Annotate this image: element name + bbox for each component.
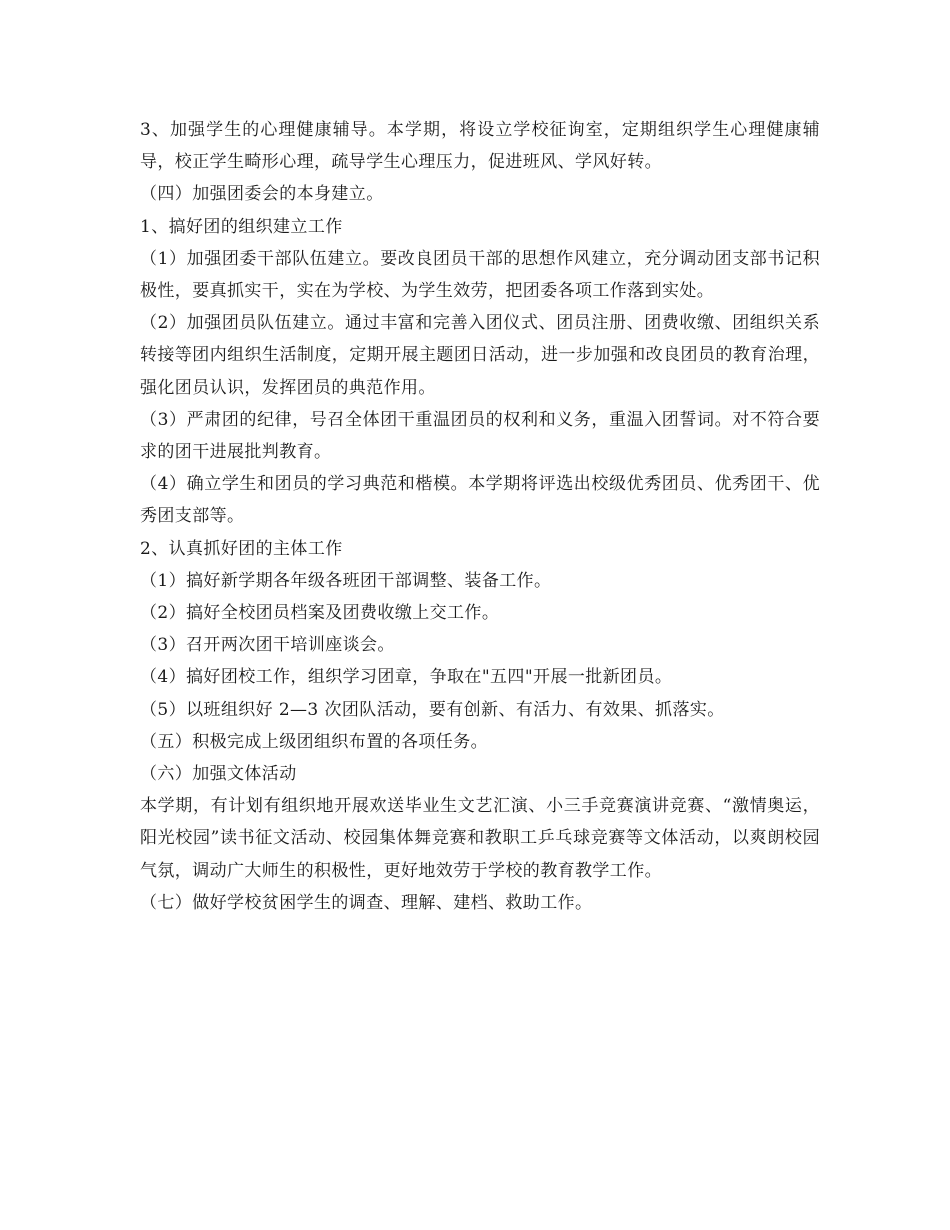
paragraph-item-1-1: （1）加强团委干部队伍建立。要改良团员干部的思想作风建立，充分调动团支部书记积极性，要真抓实干，实在为学校、为学生效劳，把团委各项工作落到实处。 [140, 248, 820, 302]
paragraph-cultural-activities: 本学期，有计划有组织地开展欢送毕业生文艺汇演、小三手竞赛演讲竞赛、“激情奥运，阳光校园”读书征文活动、校园集体舞竞赛和教职工乒乓球竞赛等文体活动，以爽朗校园气氛，调动广大师生的积极性，更好地效劳于学校的教育教学工作。 [140, 796, 820, 881]
paragraph-item-2-1: （1）搞好新学期各年级各班团干部调整、装备工作。 [140, 570, 552, 591]
paragraph-item-2-5: （5）以班组织好 2—3 次团队活动，要有创新、有活力、有效果、抓落实。 [140, 699, 725, 720]
subheading-organization: 1、搞好团的组织建立工作 [140, 216, 343, 237]
subheading-main-work: 2、认真抓好团的主体工作 [140, 538, 343, 559]
paragraph-mental-health: 3、加强学生的心理健康辅导。本学期，将设立学校征询室，定期组织学生心理健康辅导，校正学生畸形心理，疏导学生心理压力，促进班风、学风好转。 [140, 120, 820, 173]
paragraph-item-1-2: （2）加强团员队伍建立。通过丰富和完善入团仪式、团员注册、团费收缴、团组织关系转接等团内组织生活制度，定期开展主题团日活动，进一步加强和改良团员的教育治理，强化团员认识，发挥团员的典范作用。 [140, 313, 820, 398]
paragraph-item-1-3: （3）严肃团的纪律，号召全体团干重温团员的权利和义务，重温入团誓词。对不符合要求的团干进展批判教育。 [140, 409, 820, 463]
paragraph-item-2-2: （2）搞好全校团员档案及团费收缴上交工作。 [140, 603, 500, 624]
paragraph-item-2-3: （3）召开两次团干培训座谈会。 [140, 635, 395, 656]
paragraph-item-2-4: （4）搞好团校工作，组织学习团章，争取在"五四"开展一批新团员。 [140, 667, 673, 688]
section-heading-5: （五）积极完成上级团组织布置的各项任务。 [140, 731, 488, 752]
section-heading-6: （六）加强文体活动 [140, 764, 297, 785]
document-body [140, 114, 820, 919]
paragraph-item-1-4: （4）确立学生和团员的学习典范和楷模。本学期将评选出校级优秀团员、优秀团干、优秀团支部等。 [140, 474, 820, 527]
section-heading-7: （七）做好学校贫困学生的调查、理解、建档、救助工作。 [140, 892, 593, 913]
section-heading-4: （四）加强团委会的本身建立。 [140, 184, 384, 205]
